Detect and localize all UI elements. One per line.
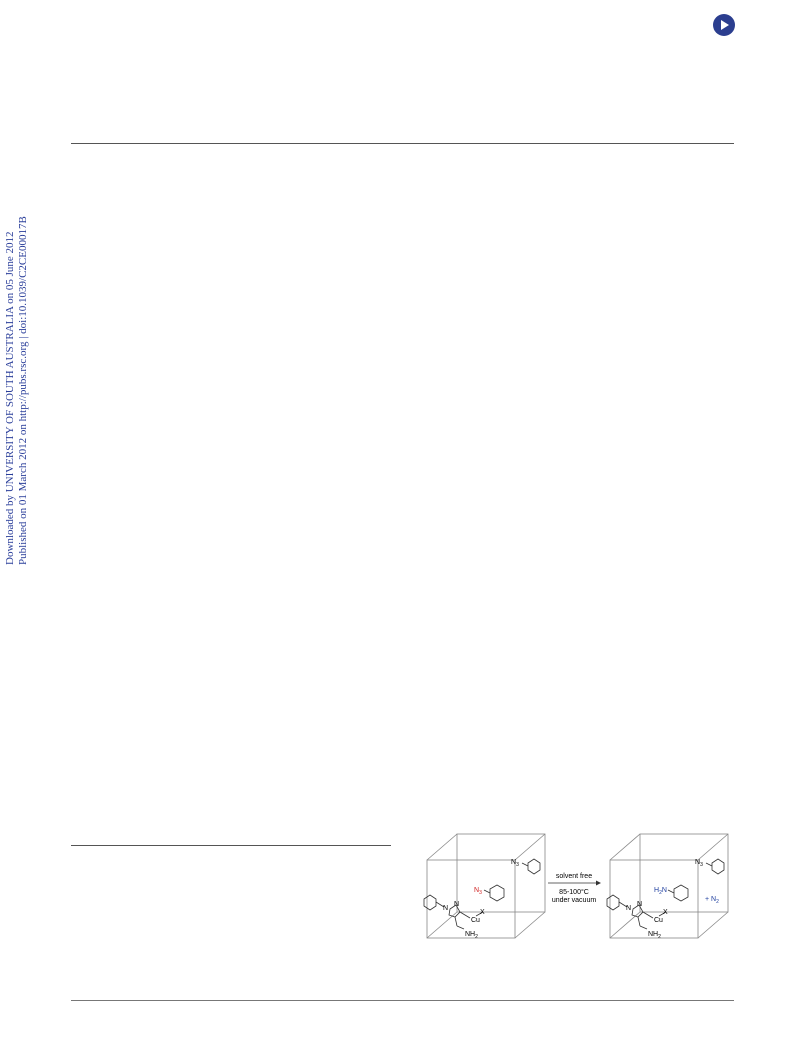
condition-solvent: solvent free (555, 873, 593, 880)
download-info-sidebar (4, 216, 30, 565)
condition-vacuum: under vacuum (551, 897, 597, 904)
downloaded-line: Downloaded by UNIVERSITY OF SOUTH AUSTRALIA on 05 June 2012 (4, 231, 16, 565)
play-icon (721, 20, 729, 30)
pyrazole-n2-left: N (454, 901, 460, 908)
nitrogen-byproduct: + $N_2$ (705, 896, 719, 905)
product-amine-right: $H_2N$ (654, 887, 667, 896)
doi-link[interactable]: Published on 01 March 2012 on http://pubs.rsc.org | doi:10.1039/C2CE00017B (17, 216, 29, 565)
pyrazole-n1-right: N (626, 905, 632, 912)
reacting-azide-left: $N_3$ (474, 887, 482, 896)
copper-left: Cu (471, 917, 480, 924)
footnote-rule (71, 845, 391, 846)
amine-left: $NH_2$ (465, 931, 478, 940)
ligand-left (424, 859, 540, 929)
spectator-azide-right: $N_3$ (695, 859, 703, 868)
spectator-azide-left: $N_3$ (511, 859, 519, 868)
published-line[interactable] (17, 216, 30, 565)
lattice-cube-left (427, 834, 545, 938)
halide-right: X (663, 909, 668, 916)
copper-right: Cu (654, 917, 663, 924)
header-rule (71, 143, 734, 144)
reaction-scheme (410, 826, 740, 944)
lattice-cube-right (610, 834, 728, 938)
reaction-scheme-svg (410, 826, 740, 944)
ligand-right (607, 859, 724, 929)
pyrazole-n2-right: N (637, 901, 643, 908)
play-button[interactable] (713, 14, 735, 36)
halide-left: X (480, 909, 485, 916)
footer-rule (71, 1000, 734, 1001)
amine-right: $NH_2$ (648, 931, 661, 940)
condition-temperature: 85-100°C (559, 889, 589, 896)
pyrazole-n1-left: N (443, 905, 449, 912)
arrow-head-icon (596, 881, 601, 886)
